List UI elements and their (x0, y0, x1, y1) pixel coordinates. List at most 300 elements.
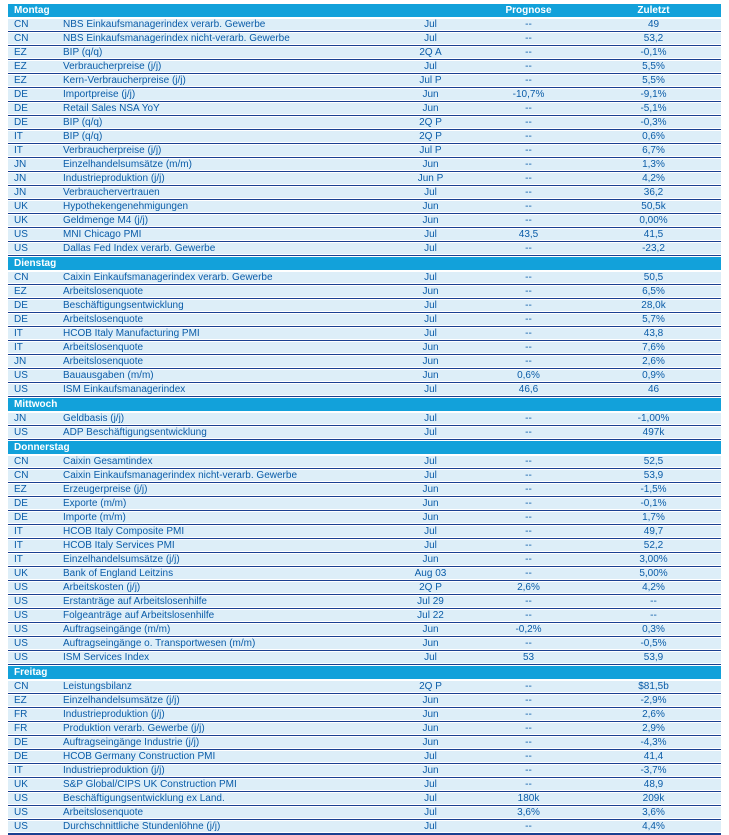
indicator-cell: ADP Beschäftigungsentwicklung (63, 426, 207, 438)
last-cell: $81,5b (638, 680, 669, 692)
last-cell: -0,3% (640, 116, 667, 128)
day-header-freitag (8, 665, 721, 680)
indicator-cell: Arbeitslosenquote (63, 285, 144, 297)
last-cell: -0,1% (640, 46, 667, 58)
indicator-cell: Erstanträge auf Arbeitslosenhilfe (63, 595, 207, 607)
table-row (8, 158, 721, 172)
table-row (8, 355, 721, 369)
table-row (8, 525, 721, 539)
indicator-cell: Industrieproduktion (j/j) (63, 764, 165, 776)
day-label: Dienstag (14, 258, 57, 269)
forecast-cell: -- (525, 722, 532, 734)
forecast-cell: -- (525, 341, 532, 353)
period-cell: Aug 03 (414, 567, 447, 579)
country-cell: US (14, 369, 28, 381)
indicator-cell: Einzelhandelsumsätze (m/m) (63, 158, 192, 170)
period-cell: Jul (424, 299, 437, 311)
period-cell: Jun (422, 637, 439, 649)
period-cell: Jul (424, 426, 437, 438)
last-cell: -1,5% (640, 483, 667, 495)
forecast-cell: -- (525, 483, 532, 495)
indicator-cell: Arbeitslosenquote (63, 341, 144, 353)
period-cell: Jul (424, 383, 437, 395)
forecast-cell: -- (525, 595, 532, 607)
last-cell: 0,6% (642, 130, 665, 142)
indicator-cell: Beschäftigungsentwicklung ex Land. (63, 792, 225, 804)
table-row (8, 144, 721, 158)
last-cell: -- (650, 595, 657, 607)
period-cell: Jul (424, 327, 437, 339)
country-cell: CN (14, 32, 29, 44)
forecast-cell: -10,7% (512, 88, 545, 100)
last-cell: 49,7 (643, 525, 664, 537)
indicator-cell: Leistungsbilanz (63, 680, 132, 692)
table-row (8, 116, 721, 130)
period-cell: Jun (422, 764, 439, 776)
last-cell: 28,0k (641, 299, 666, 311)
table-row (8, 327, 721, 341)
period-cell: Jul (424, 792, 437, 804)
country-cell: DE (14, 511, 28, 523)
period-cell: Jul (424, 806, 437, 818)
table-row (8, 18, 721, 32)
table-row (8, 680, 721, 694)
day-header-montag (8, 3, 721, 18)
indicator-cell: Caixin Einkaufsmanagerindex verarb. Gewerbe (63, 271, 273, 283)
economic-calendar-table (8, 3, 721, 835)
table-row (8, 483, 721, 497)
period-cell: Jun P (417, 172, 444, 184)
table-row (8, 383, 721, 397)
period-cell: Jun (422, 200, 439, 212)
last-cell: 52,5 (643, 455, 664, 467)
forecast-cell: -- (525, 130, 532, 142)
country-cell: DE (14, 736, 28, 748)
last-cell: 5,7% (642, 313, 665, 325)
day-label: Donnerstag (14, 442, 70, 453)
table-row (8, 722, 721, 736)
indicator-cell: BIP (q/q) (63, 130, 103, 142)
period-cell: Jun (422, 694, 439, 706)
table-row (8, 271, 721, 285)
table-row (8, 637, 721, 651)
forecast-cell: -- (525, 708, 532, 720)
table-row (8, 469, 721, 483)
forecast-cell: -- (525, 412, 532, 424)
table-row (8, 130, 721, 144)
table-row (8, 567, 721, 581)
period-cell: Jul (424, 186, 437, 198)
indicator-cell: Importe (m/m) (63, 511, 126, 523)
last-cell: 7,6% (642, 341, 665, 353)
last-cell: 46 (647, 383, 660, 395)
table-row (8, 609, 721, 623)
period-cell: Jun (422, 369, 439, 381)
last-cell: 2,6% (642, 708, 665, 720)
country-cell: EZ (14, 285, 27, 297)
table-row (8, 186, 721, 200)
indicator-cell: HCOB Italy Composite PMI (63, 525, 185, 537)
period-cell: Jun (422, 341, 439, 353)
period-cell: Jun (422, 511, 439, 523)
table-row (8, 708, 721, 722)
last-cell: 4,2% (642, 172, 665, 184)
last-cell: 2,6% (642, 355, 665, 367)
forecast-cell: -- (525, 144, 532, 156)
table-row (8, 581, 721, 595)
country-cell: US (14, 242, 28, 254)
period-cell: 2Q P (419, 680, 442, 692)
table-row (8, 820, 721, 835)
indicator-cell: Arbeitslosenquote (63, 313, 144, 325)
indicator-cell: Einzelhandelsumsätze (j/j) (63, 553, 180, 565)
last-cell: 6,7% (642, 144, 665, 156)
forecast-cell: -- (525, 637, 532, 649)
forecast-cell: -- (525, 299, 532, 311)
forecast-cell: 0,6% (517, 369, 540, 381)
last-cell: 53,9 (643, 469, 664, 481)
last-cell: 3,6% (642, 806, 665, 818)
indicator-cell: Arbeitslosenquote (63, 806, 144, 818)
country-cell: CN (14, 680, 29, 692)
last-cell: 5,5% (642, 74, 665, 86)
indicator-cell: NBS Einkaufsmanagerindex nicht-verarb. Gewerbe (63, 32, 290, 44)
last-cell: 50,5k (641, 200, 666, 212)
country-cell: UK (14, 567, 28, 579)
country-cell: EZ (14, 483, 27, 495)
indicator-cell: BIP (q/q) (63, 46, 103, 58)
period-cell: Jul 22 (417, 609, 444, 621)
indicator-cell: Auftragseingänge Industrie (j/j) (63, 736, 200, 748)
table-row (8, 553, 721, 567)
table-row (8, 426, 721, 440)
table-row (8, 74, 721, 88)
country-cell: EZ (14, 694, 27, 706)
last-cell: 0,9% (642, 369, 665, 381)
period-cell: Jul (424, 313, 437, 325)
country-cell: DE (14, 750, 28, 762)
country-cell: IT (14, 130, 23, 142)
last-cell: 53,2 (643, 32, 664, 44)
day-header-dienstag (8, 256, 721, 271)
last-cell: 0,00% (639, 214, 668, 226)
indicator-cell: Industrieproduktion (j/j) (63, 708, 165, 720)
table-row (8, 88, 721, 102)
day-header-mittwoch (8, 397, 721, 412)
forecast-cell: -- (525, 158, 532, 170)
table-row (8, 46, 721, 60)
last-cell: -5,1% (640, 102, 667, 114)
last-cell: -0,1% (640, 497, 667, 509)
country-cell: US (14, 426, 28, 438)
last-cell: 2,9% (642, 722, 665, 734)
country-cell: JN (14, 186, 27, 198)
last-cell: 1,3% (642, 158, 665, 170)
period-cell: Jul (424, 469, 437, 481)
forecast-cell: -- (525, 74, 532, 86)
country-cell: US (14, 623, 28, 635)
country-cell: IT (14, 144, 23, 156)
indicator-cell: Hypothekengenehmigungen (63, 200, 189, 212)
last-cell: -9,1% (640, 88, 667, 100)
table-row (8, 341, 721, 355)
forecast-cell: -- (525, 200, 532, 212)
indicator-cell: Erzeugerpreise (j/j) (63, 483, 148, 495)
forecast-cell: 46,6 (518, 383, 539, 395)
forecast-cell: -- (525, 46, 532, 58)
country-cell: JN (14, 158, 27, 170)
indicator-cell: Dallas Fed Index verarb. Gewerbe (63, 242, 216, 254)
forecast-cell: -0,2% (515, 623, 542, 635)
last-cell: 36,2 (643, 186, 664, 198)
period-cell: 2Q A (419, 46, 442, 58)
country-cell: UK (14, 200, 28, 212)
forecast-cell: -- (525, 172, 532, 184)
period-cell: Jul (424, 60, 437, 72)
last-cell: 6,5% (642, 285, 665, 297)
country-cell: US (14, 383, 28, 395)
forecast-cell: -- (525, 511, 532, 523)
country-cell: EZ (14, 74, 27, 86)
table-row (8, 32, 721, 46)
period-cell: Jul (424, 820, 437, 832)
forecast-cell: -- (525, 736, 532, 748)
day-label: Mittwoch (14, 399, 58, 410)
country-cell: US (14, 581, 28, 593)
period-cell: Jul (424, 18, 437, 30)
forecast-cell: -- (525, 327, 532, 339)
country-cell: FR (14, 722, 28, 734)
country-cell: CN (14, 469, 29, 481)
last-cell: 4,2% (642, 581, 665, 593)
day-label: Freitag (14, 667, 48, 678)
indicator-cell: Verbraucherpreise (j/j) (63, 60, 162, 72)
period-cell: 2Q P (419, 581, 442, 593)
last-cell: 1,7% (642, 511, 665, 523)
forecast-cell: -- (525, 32, 532, 44)
table-row (8, 511, 721, 525)
table-row (8, 623, 721, 637)
indicator-cell: Kern-Verbraucherpreise (j/j) (63, 74, 186, 86)
table-row (8, 214, 721, 228)
indicator-cell: Durchschnittliche Stundenlöhne (j/j) (63, 820, 221, 832)
last-cell: 49 (647, 18, 660, 30)
table-row (8, 172, 721, 186)
last-cell: -23,2 (642, 242, 665, 254)
country-cell: FR (14, 708, 28, 720)
forecast-cell: -- (525, 609, 532, 621)
indicator-cell: Bank of England Leitzins (63, 567, 174, 579)
table-row (8, 313, 721, 327)
country-cell: JN (14, 172, 27, 184)
last-column-header: Zuletzt (637, 5, 670, 16)
forecast-cell: -- (525, 764, 532, 776)
last-cell: 209k (642, 792, 665, 804)
indicator-cell: Bauausgaben (m/m) (63, 369, 154, 381)
table-row (8, 200, 721, 214)
country-cell: DE (14, 299, 28, 311)
last-cell: 0,3% (642, 623, 665, 635)
country-cell: EZ (14, 60, 27, 72)
country-cell: CN (14, 271, 29, 283)
country-cell: IT (14, 539, 23, 551)
period-cell: Jun (422, 708, 439, 720)
table-row (8, 792, 721, 806)
forecast-cell: -- (525, 242, 532, 254)
period-cell: Jul 29 (417, 595, 444, 607)
period-cell: Jun (422, 355, 439, 367)
country-cell: EZ (14, 46, 27, 58)
country-cell: US (14, 651, 28, 663)
forecast-cell: -- (525, 539, 532, 551)
indicator-cell: MNI Chicago PMI (63, 228, 142, 240)
period-cell: Jun (422, 497, 439, 509)
forecast-cell: 53 (522, 651, 535, 663)
period-cell: Jun (422, 88, 439, 100)
indicator-cell: BIP (q/q) (63, 116, 103, 128)
forecast-cell: -- (525, 271, 532, 283)
day-header-donnerstag (8, 440, 721, 455)
table-row (8, 736, 721, 750)
period-cell: Jul (424, 651, 437, 663)
country-cell: US (14, 228, 28, 240)
country-cell: DE (14, 88, 28, 100)
last-cell: -0,5% (640, 637, 667, 649)
period-cell: Jun (422, 736, 439, 748)
country-cell: IT (14, 341, 23, 353)
forecast-cell: -- (525, 525, 532, 537)
indicator-cell: ISM Services Index (63, 651, 150, 663)
last-cell: 48,9 (643, 778, 664, 790)
period-cell: Jun (422, 623, 439, 635)
forecast-cell: -- (525, 186, 532, 198)
indicator-cell: Beschäftigungsentwicklung (63, 299, 184, 311)
period-cell: Jul (424, 412, 437, 424)
indicator-cell: Retail Sales NSA YoY (63, 102, 160, 114)
indicator-cell: HCOB Germany Construction PMI (63, 750, 216, 762)
country-cell: IT (14, 553, 23, 565)
period-cell: Jun (422, 553, 439, 565)
forecast-cell: -- (525, 567, 532, 579)
country-cell: UK (14, 214, 28, 226)
period-cell: Jul (424, 228, 437, 240)
forecast-cell: -- (525, 469, 532, 481)
forecast-cell: 3,6% (517, 806, 540, 818)
period-cell: Jun (422, 102, 439, 114)
table-row (8, 299, 721, 313)
table-row (8, 285, 721, 299)
indicator-cell: ISM Einkaufsmanagerindex (63, 383, 186, 395)
last-cell: 3,00% (639, 553, 668, 565)
forecast-cell: -- (525, 116, 532, 128)
forecast-cell: 43,5 (518, 228, 539, 240)
period-cell: Jul (424, 455, 437, 467)
last-cell: -3,7% (640, 764, 667, 776)
period-cell: Jul (424, 271, 437, 283)
country-cell: IT (14, 525, 23, 537)
country-cell: DE (14, 497, 28, 509)
table-row (8, 806, 721, 820)
period-cell: Jul (424, 525, 437, 537)
country-cell: US (14, 609, 28, 621)
last-cell: 4,4% (642, 820, 665, 832)
indicator-cell: Verbrauchervertrauen (63, 186, 160, 198)
table-row (8, 694, 721, 708)
table-row (8, 412, 721, 426)
period-cell: 2Q P (419, 130, 442, 142)
forecast-cell: -- (525, 455, 532, 467)
table-row (8, 228, 721, 242)
last-cell: -1,00% (637, 412, 670, 424)
forecast-cell: -- (525, 820, 532, 832)
forecast-cell: -- (525, 60, 532, 72)
table-row (8, 369, 721, 383)
indicator-cell: Verbraucherpreise (j/j) (63, 144, 162, 156)
period-cell: Jun (422, 722, 439, 734)
indicator-cell: S&P Global/CIPS UK Construction PMI (63, 778, 237, 790)
country-cell: US (14, 595, 28, 607)
forecast-cell: -- (525, 497, 532, 509)
forecast-cell: -- (525, 426, 532, 438)
country-cell: DE (14, 313, 28, 325)
forecast-cell: -- (525, 313, 532, 325)
period-cell: Jun (422, 483, 439, 495)
table-row (8, 764, 721, 778)
last-cell: 5,00% (639, 567, 668, 579)
country-cell: UK (14, 778, 28, 790)
country-cell: US (14, 637, 28, 649)
forecast-cell: -- (525, 750, 532, 762)
day-label: Montag (14, 5, 50, 16)
table-row (8, 539, 721, 553)
country-cell: IT (14, 327, 23, 339)
last-cell: 5,5% (642, 60, 665, 72)
country-cell: CN (14, 455, 29, 467)
country-cell: US (14, 820, 28, 832)
indicator-cell: HCOB Italy Manufacturing PMI (63, 327, 200, 339)
period-cell: Jun (422, 285, 439, 297)
last-cell: 41,5 (643, 228, 664, 240)
last-cell: 497k (642, 426, 665, 438)
table-row (8, 455, 721, 469)
indicator-cell: Folgeanträge auf Arbeitslosenhilfe (63, 609, 215, 621)
indicator-cell: Geldmenge M4 (j/j) (63, 214, 149, 226)
period-cell: Jul (424, 539, 437, 551)
last-cell: 50,5 (643, 271, 664, 283)
country-cell: IT (14, 764, 23, 776)
indicator-cell: Einzelhandelsumsätze (j/j) (63, 694, 180, 706)
table-row (8, 60, 721, 74)
forecast-cell: -- (525, 285, 532, 297)
forecast-cell: 2,6% (517, 581, 540, 593)
period-cell: Jul P (419, 74, 442, 86)
indicator-cell: Auftragseingänge (m/m) (63, 623, 171, 635)
indicator-cell: Importpreise (j/j) (63, 88, 136, 100)
table-row (8, 750, 721, 764)
indicator-cell: Arbeitskosten (j/j) (63, 581, 141, 593)
forecast-cell: -- (525, 553, 532, 565)
forecast-column-header: Prognose (505, 5, 552, 16)
country-cell: DE (14, 102, 28, 114)
last-cell: -2,9% (640, 694, 667, 706)
table-row (8, 497, 721, 511)
table-row (8, 242, 721, 256)
indicator-cell: NBS Einkaufsmanagerindex verarb. Gewerbe (63, 18, 266, 30)
country-cell: JN (14, 412, 27, 424)
indicator-cell: HCOB Italy Services PMI (63, 539, 175, 551)
indicator-cell: Produktion verarb. Gewerbe (j/j) (63, 722, 205, 734)
last-cell: 53,9 (643, 651, 664, 663)
